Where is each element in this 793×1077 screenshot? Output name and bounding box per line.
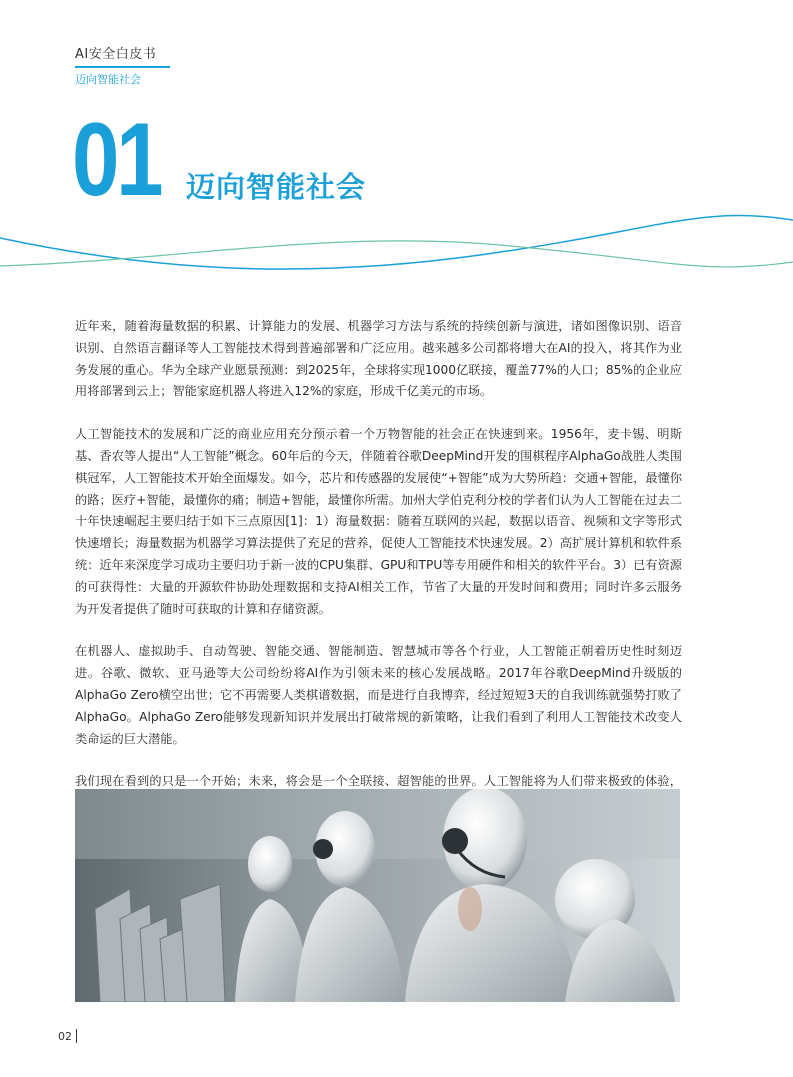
robots-photo: [75, 789, 680, 1002]
chapter-title: 迈向智能社会: [186, 170, 367, 204]
document-title: AI安全白皮书: [75, 47, 157, 62]
paragraph-1: 近年来，随着海量数据的积累、计算能力的发展、机器学习方法与系统的持续创新与演进，诸如图像识别、语音识别、自然语言翻译等人工智能技术得到普遍部署和广泛应用。越来越多公司都将增大在AI的投入，将其作为业务发展的重心。华为全球产业愿景预测：到2025年，全球将实现1000亿联接，覆盖77%的人口；85%的企业应用将部署到云上；智能家庭机器人将进入12%的家庭，形成千亿美元的市场。: [75, 319, 682, 399]
body-text: [75, 316, 682, 836]
page-number: 02: [58, 1030, 72, 1043]
footer-divider: [76, 1029, 77, 1043]
paragraph-4: 我们现在看到的只是一个开始；未来，将会是一个全联接、超智能的世界。人工智能将为人们带来极致的体验，: [75, 774, 682, 789]
paragraph-2: 人工智能技术的发展和广泛的商业应用充分预示着一个万物智能的社会正在快速到来。1956年，麦卡锡、明斯基、香农等人提出“人工智能”概念。60年后的今天，伴随着谷歌DeepMind开发的围棋程序AlphaGo战胜人类围棋冠军，人工智能技术开始全面爆发。如今，芯片和传感器的发展使“+智能”成为大势所趋：交通+智能，最懂你的路；医疗+智能，最懂你的痛；制造+智能，最懂你所需。加州大学伯克利分校的学者们认为人工智能在过去二十年快速崛起主要归结于如下三点原因[1]：1）海量数据：随着互联网的兴起，数据以语音、视频和文字等形式快速增长；海量数据为机器学习算法提供了充足的营养，促使人工智能技术快速发展。2）高扩展计算机和软件系统：近年来深度学习成功主要归功于新一波的CPU集群、GPU和TPU等专用硬件和相关的软件平台。3）已有资源的可获得性：大量的开源软件协助处理数据和支持AI相关工作，节省了大量的开发时间和费用；同时许多云服务为开发者提供了随时可获取的计算和存储资源。: [75, 427, 682, 616]
decorative-waves: [0, 200, 793, 290]
section-label: 迈向智能社会: [75, 73, 141, 86]
wave-green: [0, 241, 793, 267]
paragraph-3: 在机器人、虚拟助手、自动驾驶、智能交通、智能制造、智慧城市等各个行业，人工智能正朝着历史性时刻迈进。谷歌、微软、亚马逊等大公司纷纷将AI作为引领未来的核心发展战略。2017年谷歌DeepMind升级版的AlphaGo Zero横空出世；它不再需要人类棋谱数据，而是进行自我博弈，经过短短3天的自我训练就强势打败了AlphaGo。AlphaGo Zero能够发现新知识并发展出打破常规的新策略，让我们看到了利用人工智能技术改变人类命运的巨大潜能。: [75, 644, 682, 746]
wave-blue: [0, 215, 793, 269]
chapter-number: 01: [72, 102, 161, 218]
header-divider: [75, 66, 170, 68]
